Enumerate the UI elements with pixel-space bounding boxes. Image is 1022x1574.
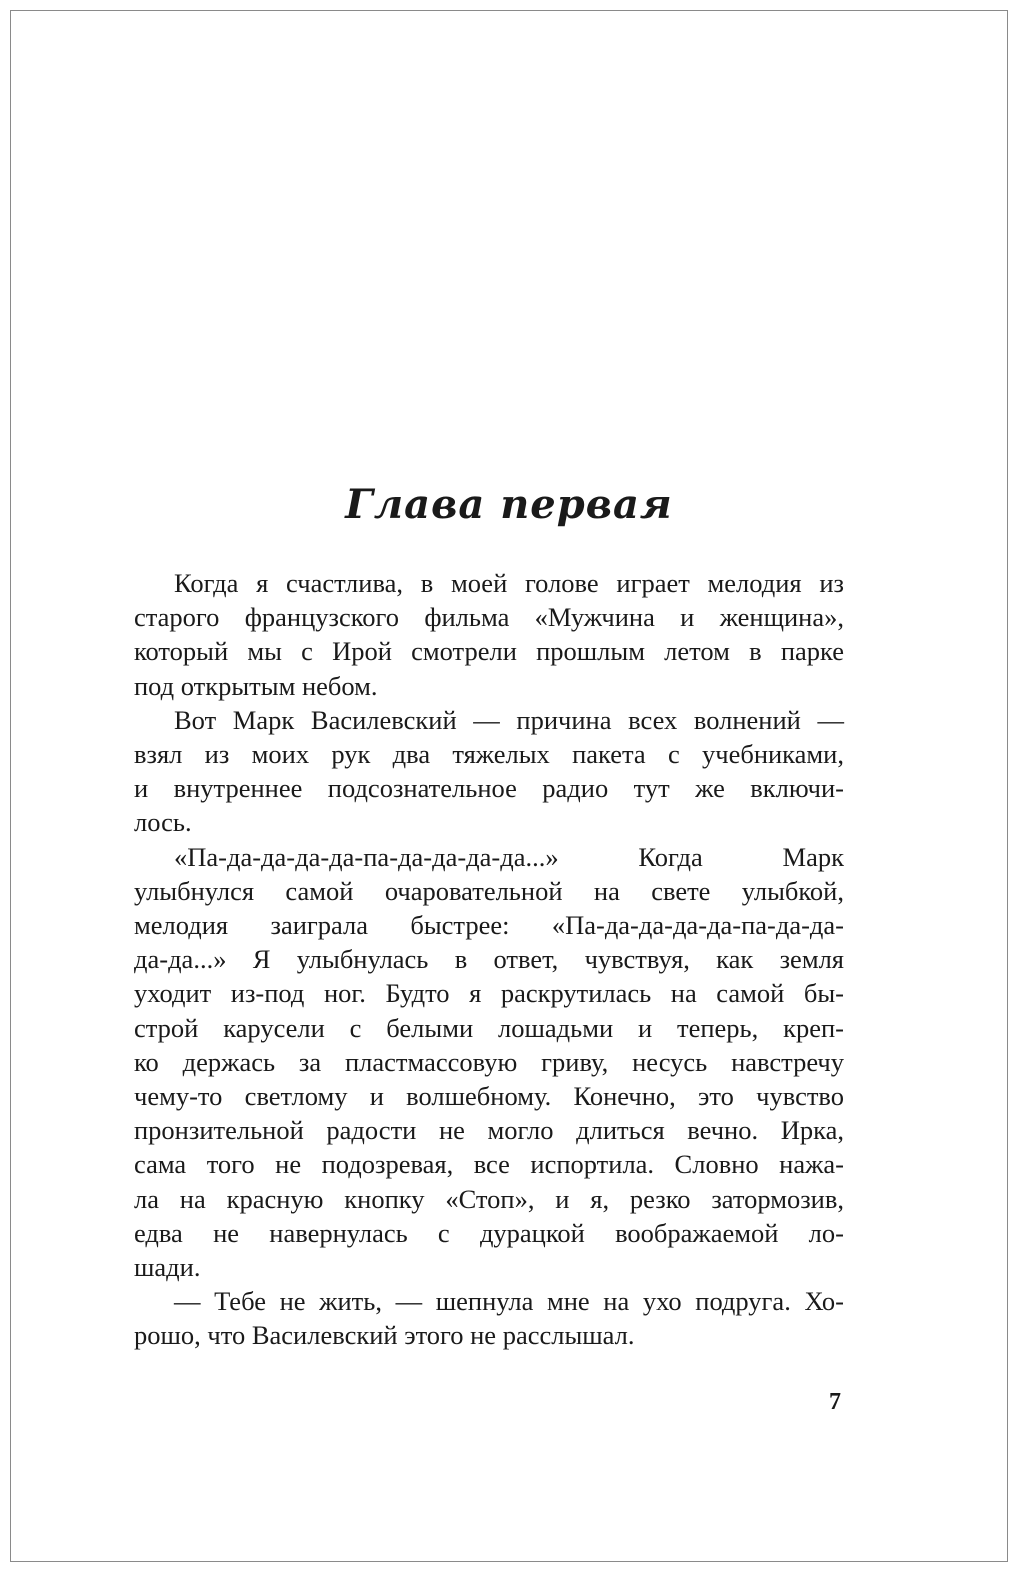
text-line: Вот Марк Василевский — причина всех волнений — <box>174 704 844 735</box>
text-line: — Тебе не жить, — шепнула мне на ухо подруга. Хо- <box>174 1286 844 1317</box>
text-line: рошо, что Василевский этого не расслышал. <box>134 1320 635 1351</box>
text-line: строй карусели с белыми лошадьми и теперь, креп- <box>134 1012 844 1043</box>
text-line: который мы с Ирой смотрели прошлым летом в парке <box>134 636 844 667</box>
text-line: едва не навернулась с дурацкой воображаемой ло- <box>134 1217 844 1248</box>
text-line: пронзительной радости не могло длиться вечно. Ирка, <box>134 1115 844 1146</box>
text-line: ко держась за пластмассовую гриву, несусь навстречу <box>134 1046 844 1077</box>
text-line: ла на красную кнопку «Стоп», и я, резко затормозив, <box>134 1183 844 1214</box>
text-line: старого французского фильма «Мужчина и женщина», <box>134 602 844 633</box>
body-text <box>134 566 844 1353</box>
text-line: взял из моих рук два тяжелых пакета с учебниками, <box>134 739 844 770</box>
text-line: сама того не подозревая, все испортила. Словно нажа- <box>134 1149 844 1180</box>
paragraph <box>134 703 844 840</box>
text-line: «Па-да-да-да-да-па-да-да-да-да...» Когда Марк <box>174 841 844 872</box>
text-line: под открытым небом. <box>134 670 378 701</box>
paragraph <box>134 840 844 1285</box>
text-line: уходит из-под ног. Будто я раскрутилась на самой бы- <box>134 978 844 1009</box>
paragraph <box>134 1284 844 1352</box>
text-line: Когда я счастлива, в моей голове играет мелодия из <box>174 568 844 598</box>
text-line: улыбнулся самой очаровательной на свете улыбкой, <box>134 875 844 906</box>
page-number: 7 <box>829 1389 841 1415</box>
text-line: шади. <box>134 1252 201 1283</box>
text-line: лось. <box>134 807 192 838</box>
paragraph <box>134 566 844 703</box>
text-line: чему-то светлому и волшебному. Конечно, это чувство <box>134 1081 844 1112</box>
text-line: и внутреннее подсознательное радио тут же включи- <box>134 773 844 804</box>
text-line: мелодия заиграла быстрее: «Па-да-да-да-да-па-да-да- <box>134 910 844 941</box>
text-line: да-да...» Я улыбнулась в ответ, чувствуя, как земля <box>134 944 844 975</box>
page-frame <box>10 10 1008 1562</box>
chapter-title: Глава первая <box>345 481 673 528</box>
